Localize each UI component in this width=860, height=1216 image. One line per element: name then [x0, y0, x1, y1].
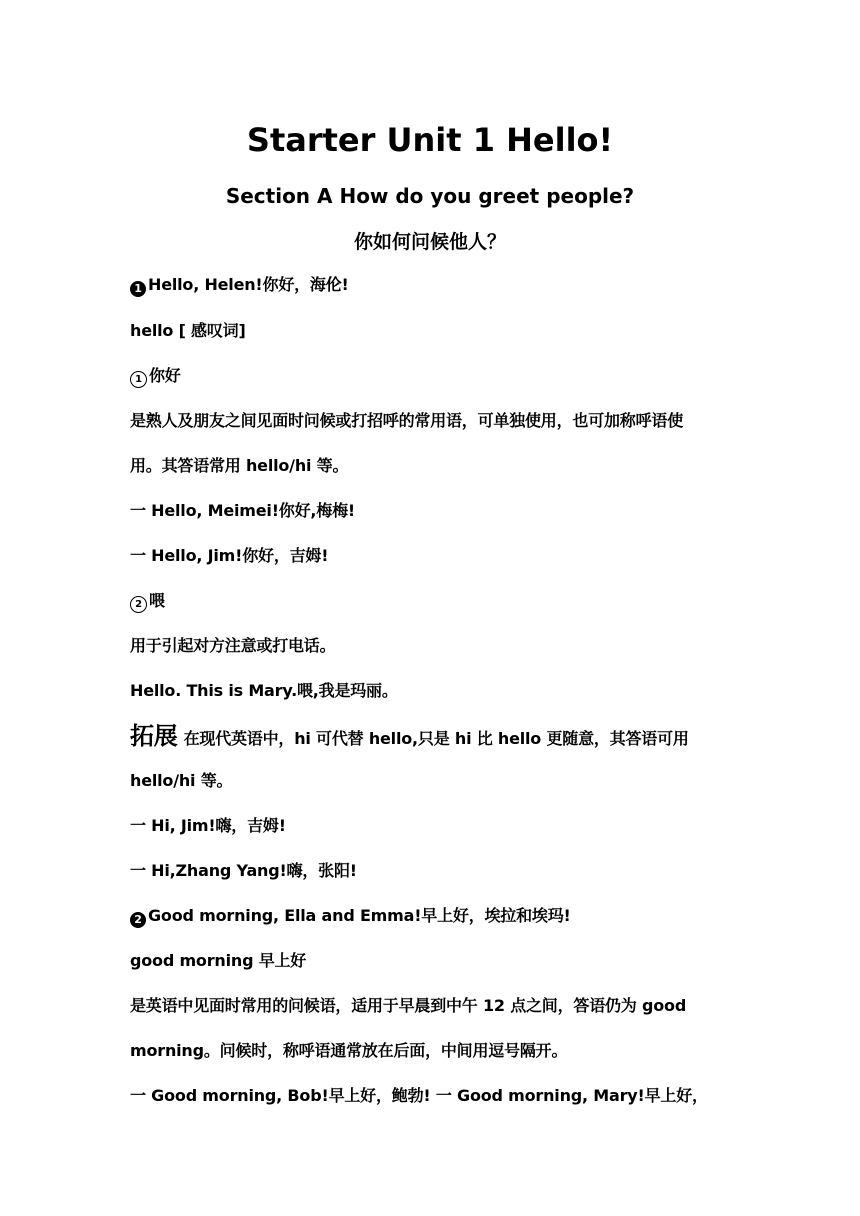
text-line: 一 Hi,Zhang Yang!嗨，张阳!: [130, 861, 357, 880]
circled-number-icon: 2: [130, 596, 147, 613]
text-line: 一 Hello, Meimei!你好,梅梅!: [130, 501, 355, 520]
text-line: good morning 早上好: [130, 951, 307, 970]
extension-label: 拓展: [130, 722, 178, 750]
section-title: Section A How do you greet people?: [225, 184, 635, 208]
text-line: 一 Good morning, Bob!早上好，鲍勃! 一 Good morning, Mary!早上好，: [130, 1086, 708, 1105]
text-line: 用于引起对方注意或打电话。: [130, 636, 336, 655]
text-line: hello/hi 等。: [130, 771, 233, 790]
text-line: 用。其答语常用 hello/hi 等。: [130, 456, 349, 475]
text-line: Hello. This is Mary.喂,我是玛丽。: [130, 681, 398, 700]
page-title: Starter Unit 1 Hello!: [246, 121, 614, 159]
text-line: 2 Good morning, Ella and Emma!早上好，埃拉和埃玛!: [130, 904, 740, 928]
text-line: 一 Hello, Jim!你好，吉姆!: [130, 546, 329, 565]
numbered-bullet-icon: 1: [130, 281, 146, 297]
section-title-chinese: 你如何问候他人？: [353, 231, 506, 253]
text-line: 是熟人及朋友之间见面时问候或打招呼的常用语，可单独使用，也可加称呼语使: [130, 411, 684, 430]
numbered-bullet-icon: 2: [130, 912, 146, 928]
text-line: 1 Hello, Helen!你好，海伦!: [130, 273, 740, 297]
text-line: 是英语中见面时常用的问候语，适用于早晨到中午 12 点之间，答语仍为 good: [130, 996, 687, 1015]
text-line: 拓展 在现代英语中，hi 可代替 hello,只是 hi 比 hello 更随意，其答语可用: [130, 722, 689, 750]
circled-number-icon: 1: [130, 371, 147, 388]
text-line: 一 Hi, Jim!嗨，吉姆!: [130, 816, 286, 835]
text-line: hello [ 感叹词]: [130, 321, 246, 340]
text-line: 1 你好: [130, 364, 740, 388]
text-line: 2 喂: [130, 589, 740, 613]
text-line: morning。问候时，称呼语通常放在后面，中间用逗号隔开。: [130, 1041, 568, 1060]
